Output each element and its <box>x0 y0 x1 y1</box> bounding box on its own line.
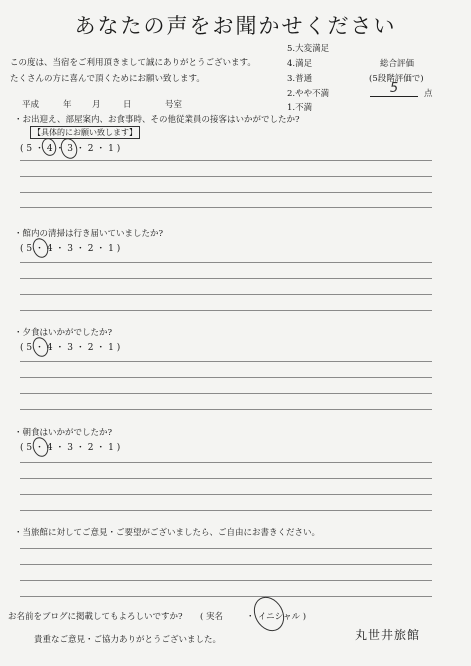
answer-line[interactable] <box>20 294 432 295</box>
blog-option-separator: ・ <box>246 612 255 622</box>
answer-line[interactable] <box>20 580 432 581</box>
question-3-scale[interactable]: ( 5 ・ 4 ・ 3 ・ 2 ・ 1 ) <box>20 343 121 353</box>
legend-1: 1.不満 <box>287 103 313 113</box>
answer-line[interactable] <box>20 596 432 597</box>
answer-line[interactable] <box>20 510 432 511</box>
page-title: あなたの声をお聞かせください <box>74 14 397 38</box>
answer-line[interactable] <box>20 409 432 410</box>
question-2-scale[interactable]: ( 5 ・ 4 ・ 3 ・ 2 ・ 1 ) <box>20 244 121 254</box>
date-room: 号室 <box>165 100 183 110</box>
answer-line[interactable] <box>20 494 432 495</box>
answer-line[interactable] <box>20 310 432 311</box>
question-4-selection-circle <box>30 435 50 459</box>
overall-score[interactable]: 5 <box>370 82 418 97</box>
date-day: 日 <box>123 100 132 110</box>
question-1: ・お出迎え、部屋案内、お食事時、その他従業員の接客はいかがでしたか? <box>14 115 300 125</box>
answer-line[interactable] <box>20 393 432 394</box>
question-2-selection-circle <box>30 236 50 260</box>
answer-line[interactable] <box>20 278 432 279</box>
legend-5: 5.大変満足 <box>287 44 330 54</box>
answer-line[interactable] <box>20 192 432 193</box>
free-comment-prompt: ・当旅館に対してご意見・ご要望がございましたら、ご自由にお書きください。 <box>14 528 321 538</box>
date-year: 年 <box>63 100 72 110</box>
answer-line[interactable] <box>20 564 432 565</box>
answer-line[interactable] <box>20 262 432 263</box>
inn-name: 丸世井旅館 <box>355 628 421 642</box>
question-3: ・夕食はいかがでしたか? <box>14 328 113 338</box>
answer-line[interactable] <box>20 462 432 463</box>
overall-label: 総合評価 <box>380 59 415 69</box>
intro-line-2: たくさんの方に喜んで頂くためにお願い致します。 <box>10 74 205 84</box>
question-1-scale[interactable]: ( 5 ・ 4 ・ 3 ・ 2 ・ 1 ) <box>20 144 121 154</box>
overall-sublabel: (5段階評価で) <box>369 74 424 84</box>
answer-line[interactable] <box>20 377 432 378</box>
question-1-selection-mark <box>40 136 59 157</box>
date-era: 平成 <box>22 100 40 110</box>
question-4: ・朝食はいかがでしたか? <box>14 428 113 438</box>
overall-unit: 点 <box>424 89 433 99</box>
answer-line[interactable] <box>20 160 432 161</box>
blog-option-initial[interactable]: イニシャル ) <box>258 612 307 622</box>
answer-line[interactable] <box>20 207 432 208</box>
question-3-selection-circle <box>30 335 50 359</box>
legend-3: 3.普通 <box>287 74 313 84</box>
thanks-message: 貴重なご意見・ご協力ありがとうございました。 <box>34 635 222 645</box>
legend-4: 4.満足 <box>287 59 313 69</box>
legend-2: 2.やや不満 <box>287 89 330 99</box>
question-1-note: 【具体的にお願い致します】 <box>30 126 140 139</box>
answer-line[interactable] <box>20 478 432 479</box>
blog-selection-circle <box>248 591 290 636</box>
answer-line[interactable] <box>20 361 432 362</box>
question-2: ・館内の清掃は行き届いていましたか? <box>14 229 164 239</box>
answer-line[interactable] <box>20 548 432 549</box>
blog-option-real-name[interactable]: ( 実名 <box>200 612 224 622</box>
blog-consent-question: お名前をブログに掲載してもよろしいですか? <box>8 612 183 622</box>
answer-line[interactable] <box>20 176 432 177</box>
intro-line-1: この度は、当宿をご利用頂きまして誠にありがとうございます。 <box>10 58 256 68</box>
date-month: 月 <box>92 100 101 110</box>
question-1-selection-circle <box>58 136 80 161</box>
question-4-scale[interactable]: ( 5 ・ 4 ・ 3 ・ 2 ・ 1 ) <box>20 443 121 453</box>
